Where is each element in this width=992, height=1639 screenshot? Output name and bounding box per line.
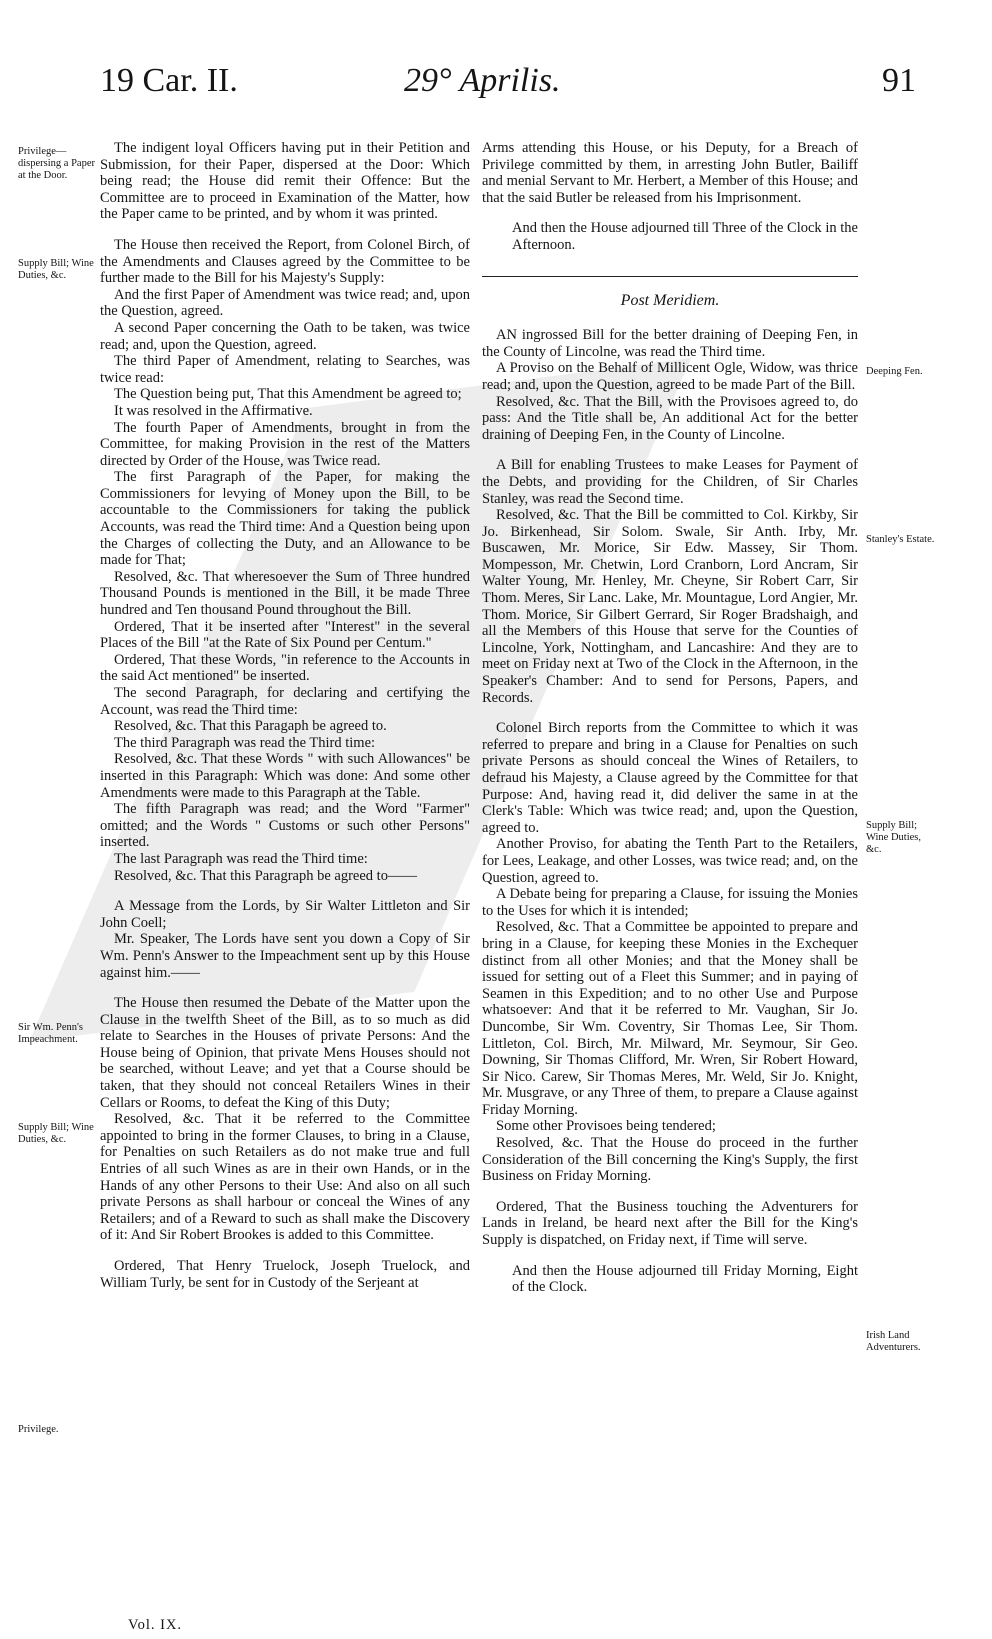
paragraph: The House then received the Report, from Colonel Birch, of the Amendments and Clauses agreed by the Committee to be further made to the Bill for his Majesty's Supply:	[100, 236, 470, 287]
right-column	[482, 140, 858, 1310]
paragraph: A Debate being for preparing a Clause, for issuing the Monies to the Uses for which it is intended;	[482, 886, 858, 919]
paragraph: The last Paragraph was read the Third time:	[114, 850, 368, 867]
paragraph: Colonel Birch reports from the Committee to which it was referred to prepare and bring in a Clause for Penalties on such private Persons as should conceal the Wines of Retailers, to defraud his Majesty, a Clause agreed by the Committee for that Purpose: And, having read it, did deliver the same in at the Clerk's Table: Which was twice read; and, upon the Question, agreed to.	[482, 720, 858, 836]
date-heading: 29° Aprilis.	[404, 62, 561, 99]
paragraph: AN ingrossed Bill for the better draining of Deeping Fen, in the County of Lincolne, was read the Third time.	[482, 327, 858, 360]
paragraph: Arms attending this House, or his Deputy, for a Breach of Privilege committed by them, in arresting John Butler, Bailiff and menial Servant to Mr. Herbert, a Member of this House; and that the said Butler be released from his Imprisonment.	[482, 140, 858, 206]
paragraph: The Question being put, That this Amendment be agreed to;	[114, 386, 462, 403]
paragraph: Another Proviso, for abating the Tenth Part to the Retailers, for Lees, Leakage, and other Losses, was twice read; and, on the Question, agreed to.	[482, 836, 858, 886]
paragraph: A second Paper concerning the Oath to be taken, was twice read; and, upon the Question, agreed.	[100, 319, 470, 353]
margin-note-supply-bill-right: Supply Bill; Wine Duties, &c.	[866, 820, 921, 855]
paragraph: Ordered, That it be inserted after "Interest" in the several Places of the Bill "at the Rate of Six Pound per Centum."	[100, 618, 470, 652]
paragraph: The House then resumed the Debate of the Matter upon the Clause in the twelfth Sheet of the Bill, as to so much as did relate to Searches in the Houses of private Persons: And the House being of Opinion, that private Mens Houses should not be searched, without Leave; and yet that a Course should be taken, that they should not conceal Retailers Wines in their Cellars or Rooms, to defeat the King of this Duty;	[100, 995, 470, 1111]
paragraph: A Bill for enabling Trustees to make Leases for Payment of the Debts, and providing for the Children, of Sir Charles Stanley, was read the Second time.	[482, 457, 858, 507]
session-heading: 19 Car. II.	[100, 62, 238, 99]
paragraph: Resolved, &c. That this Paragraph be agreed to——	[114, 867, 417, 884]
paragraph: Resolved, &c. That it be referred to the Committee appointed to bring in the former Clauses, to bring in a Clause, for Penalties on such Retailers as do not make true and full Entries of all such Wines as are in their own Hands, or in the Hands of any other Persons to their Use: And also on all such private Persons as shall harbour or conceal the Wines of any Retailers; and of a Reward to such as shall make the Discovery of it: And Sir Robert Brookes is added to this Committee.	[100, 1111, 470, 1244]
adjournment-note: And then the House adjourned till Three of the Clock in the Afternoon.	[512, 220, 858, 253]
paragraph: A Message from the Lords, by Sir Walter Littleton and Sir John Coell;	[100, 898, 470, 931]
paragraph: The first Paragraph of the Paper, for making the Commissioners for levying of Money upon the Bill, to be accountable to the Commissioners for taking the publick Accounts, was read the Third time: And a Question being upon the Charges of collecting the Duty, and an Allowance to be made for That;	[100, 469, 470, 569]
margin-note-deeping-fen: Deeping Fen.	[866, 366, 923, 377]
margin-note-supply-bill: Supply Bill; Wine Duties, &c.	[18, 258, 94, 281]
margin-note-privilege: Privilege—dispersing a Paper at the Door.	[18, 146, 95, 181]
paragraph: The fifth Paragraph was read; and the Word "Farmer" omitted; and the Words " Customs or such other Persons" inserted.	[100, 801, 470, 851]
paragraph: The fourth Paper of Amendments, brought in from the Committee, for making Provision in the rest of the Matters directed by Order of the House, was Twice read.	[100, 419, 470, 469]
margin-note-privilege-2: Privilege.	[18, 1424, 59, 1435]
section-divider	[482, 276, 858, 277]
left-column	[100, 140, 470, 1291]
margin-note-stanley-estate: Stanley's Estate.	[866, 534, 935, 545]
paragraph: The third Paragraph was read the Third time:	[114, 734, 376, 751]
paragraph: It was resolved in the Affirmative.	[114, 402, 313, 419]
volume-signature: Vol. IX.	[128, 1617, 183, 1633]
paragraph: Some other Provisoes being tendered;	[496, 1118, 716, 1135]
paragraph: Resolved, &c. That wheresoever the Sum of Three hundred Thousand Pounds is mentioned in the Bill, it be made Three hundred and Ten thousand Pound throughout the Bill.	[100, 568, 470, 619]
paragraph: Resolved, &c. That the Bill be committed to Col. Kirkby, Sir Jo. Birkenhead, Sir Solom. Swale, Sir Anth. Irby, Mr. Buscawen, Mr. Morice, Sir Edw. Massey, Sir Thom. Mompesson, Mr. Chetwin, Lord Cranborn, Lord Ancram, Sir Walter Young, Mr. Henley, Mr. Cheyne, Sir Robert Carr, Sir Thom. Meres, Sir Lanc. Lake, Mr. Mountague, Lord Angier, Mr. Thom. Morice, Sir Gilbert Gerrard, Sir Roger Bradshaigh, and all the Members of this House that serve for the Counties of Lincolne, York, Nottingham, and Lancashire: And they are to meet on Friday next at Two of the Clock in the Afternoon, in the Speaker's Chamber: And to send for Persons, Papers, and Records.	[482, 507, 858, 706]
adjournment-note: And then the House adjourned till Friday Morning, Eight of the Clock.	[512, 1262, 858, 1296]
margin-note-penn-impeachment: Sir Wm. Penn's Impeachment.	[18, 1022, 83, 1045]
paragraph: The indigent loyal Officers having put in their Petition and Submission, for their Paper, dispersed at the Door: Which being read; the House did remit their Offence: But the Committee are to proceed in Examination of the Matter, how the Paper came to be printed, and by whom it was printed.	[100, 140, 470, 223]
paragraph: Ordered, That Henry Truelock, Joseph Truelock, and William Turly, be sent for in Custody of the Serjeant at	[100, 1258, 470, 1291]
section-heading: Post Meridiem.	[620, 291, 720, 309]
paragraph: Resolved, &c. That the Bill, with the Provisoes agreed to, do pass: And the Title shall be, An additional Act for the better draining of Deeping Fen, in the County of Lincolne.	[482, 393, 858, 443]
paragraph: The second Paragraph, for declaring and certifying the Account, was read the Third time:	[100, 685, 470, 718]
paragraph: Mr. Speaker, The Lords have sent you down a Copy of Sir Wm. Penn's Answer to the Impeachment sent up by this House against him.——	[100, 931, 470, 981]
margin-note-irish-adventurers: Irish Land Adventurers.	[866, 1330, 921, 1353]
paragraph: Resolved, &c. That these Words " with such Allowances" be inserted in this Paragraph: Which was done: And some other Amendments were made to this Paragraph at the Table.	[100, 751, 470, 801]
paragraph: Ordered, That these Words, "in reference to the Accounts in the said Act mentioned" be inserted.	[100, 651, 470, 685]
page-number: 91	[882, 62, 916, 99]
paragraph: And the first Paper of Amendment was twice read; and, upon the Question, agreed.	[100, 286, 470, 320]
paragraph: Ordered, That the Business touching the Adventurers for Lands in Ireland, be heard next after the Bill for the King's Supply is dispatched, on Friday next, if Time will serve.	[482, 1198, 858, 1249]
paragraph: Resolved, &c. That a Committee be appointed to prepare and bring in a Clause, for keeping these Monies in the Exchequer distinct from all other Monies; and that the Money shall be issued for setting out of a Fleet this Summer; and in paying of Seamen in this Expedition; and to no other Use and Purpose whatsoever: And that it be referred to Mr. Vaughan, Sir Jo. Duncombe, Sir Wm. Coventry, Sir Thomas Lee, Sir Thom. Littleton, Col. Birch, Mr. Milward, Mr. Seymour, Sir Geo. Downing, Sir Thomas Clifford, Mr. Wren, Sir Robert Howard, Sir Nico. Carew, Sir Thomas Meres, Mr. Weld, Sir Jo. Knight, Mr. Musgrave, or any Three of them, to prepare a Clause against Friday Morning.	[482, 919, 858, 1118]
paragraph: Resolved, &c. That this Paragaph be agreed to.	[114, 718, 387, 735]
paragraph: Resolved, &c. That the House do proceed in the further Consideration of the Bill concerning the King's Supply, the first Business on Friday Morning.	[482, 1135, 858, 1185]
paragraph: A Proviso on the Behalf of Millicent Ogle, Widow, was thrice read; and, upon the Question, agreed to be made Part of the Bill.	[482, 360, 858, 393]
paragraph: The third Paper of Amendment, relating to Searches, was twice read:	[100, 353, 470, 386]
page-header	[0, 62, 992, 122]
margin-note-supply-bill-2: Supply Bill; Wine Duties, &c.	[18, 1122, 94, 1145]
